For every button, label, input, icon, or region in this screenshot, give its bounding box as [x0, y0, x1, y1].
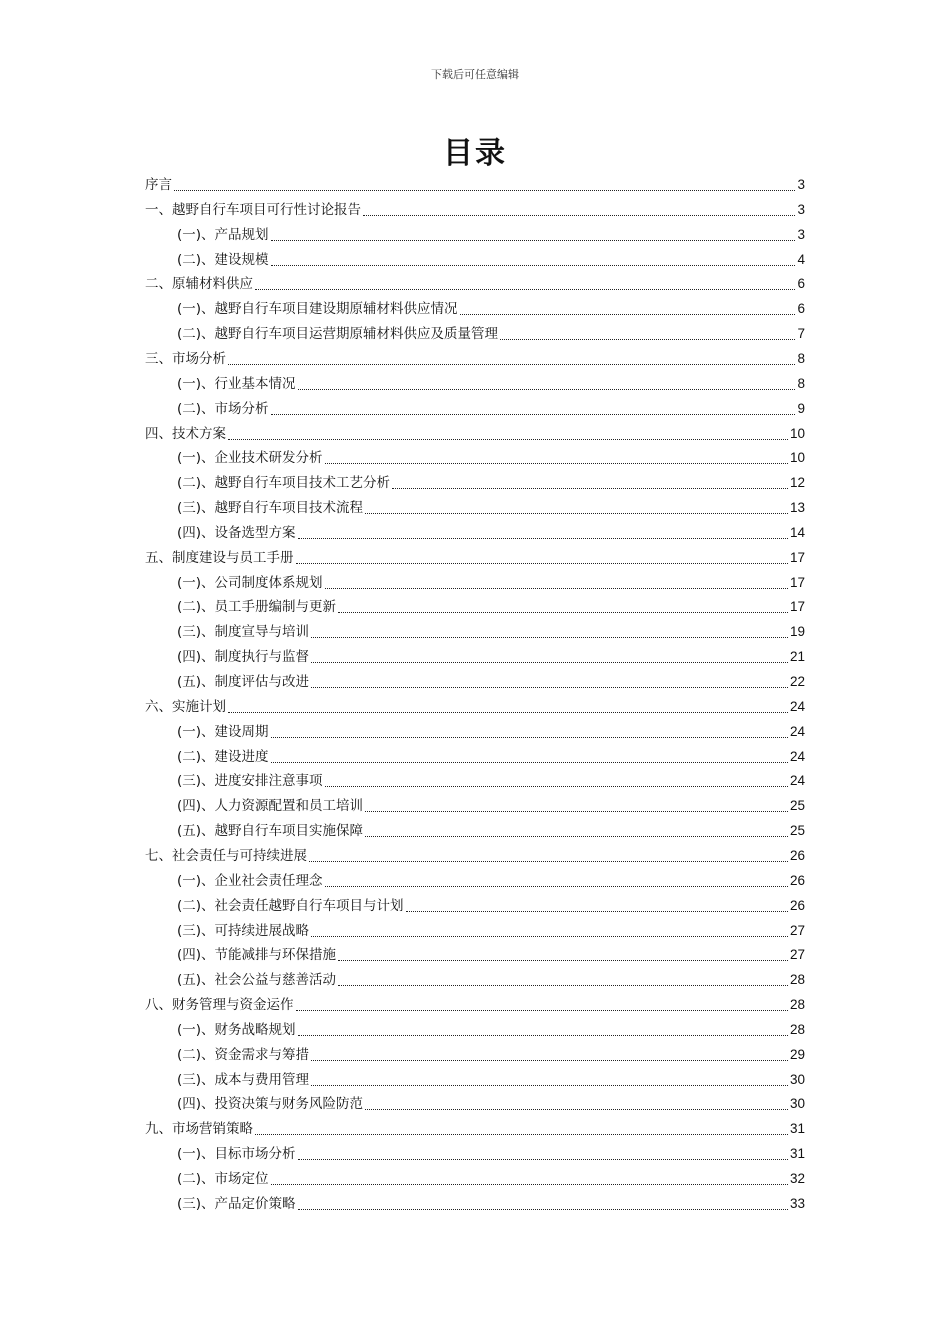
toc-entry[interactable] — [177, 821, 805, 841]
toc-dot-leader — [174, 189, 795, 191]
toc-dot-leader — [365, 835, 788, 837]
toc-entry[interactable] — [177, 573, 805, 593]
toc-entry-page: 33 — [789, 1195, 805, 1211]
toc-entry-label: (二)、市场定位 — [177, 1171, 269, 1187]
toc-entry[interactable] — [177, 1169, 805, 1189]
toc-entry-label: 八、财务管理与资金运作 — [145, 997, 294, 1014]
toc-entry-page: 9 — [797, 400, 805, 416]
toc-entry-label: (三)、进度安排注意事项 — [177, 773, 323, 790]
toc-entry-page: 21 — [789, 649, 805, 665]
toc-dot-leader — [271, 736, 788, 738]
toc-entry-page: 30 — [789, 1096, 805, 1112]
toc-entry-page: 17 — [789, 549, 805, 565]
toc-entry-label: (四)、设备选型方案 — [177, 524, 296, 541]
toc-entry-page: 3 — [797, 177, 805, 192]
toc-dot-leader — [325, 587, 788, 589]
toc-entry-page: 12 — [789, 475, 805, 491]
toc-entry-label: (五)、越野自行车项目实施保障 — [177, 823, 364, 840]
toc-entry-label: (五)、社会公益与慈善活动 — [177, 972, 337, 989]
toc-entry[interactable] — [177, 871, 805, 891]
toc-entry-label: (三)、越野自行车项目技术流程 — [177, 500, 364, 517]
toc-entry-page: 24 — [789, 698, 805, 714]
toc-entry-page: 27 — [789, 947, 805, 963]
toc-dot-leader — [406, 910, 788, 912]
toc-entry-label: (四)、人力资源配置和员工培训 — [177, 798, 364, 815]
toc-entry[interactable] — [177, 747, 805, 767]
toc-entry[interactable] — [177, 771, 805, 791]
toc-entry-page: 28 — [789, 972, 805, 988]
toc-entry[interactable] — [177, 473, 805, 493]
toc-entry-label: (五)、制度评估与改进 — [177, 674, 310, 690]
toc-dot-leader — [311, 935, 788, 937]
toc-entry-label: (一)、越野自行车项目建设期原辅材料供应情况 — [177, 301, 458, 318]
toc-entry-label: (四)、制度执行与监督 — [177, 649, 310, 666]
toc-dot-leader — [228, 363, 795, 365]
toc-entry-page: 29 — [789, 1046, 805, 1062]
toc-entry[interactable] — [177, 921, 805, 941]
toc-entry-page: 10 — [789, 450, 805, 466]
toc-dot-leader — [365, 512, 788, 514]
toc-entry-page: 8 — [797, 375, 805, 391]
toc-entry[interactable] — [145, 697, 805, 717]
toc-entry[interactable] — [177, 1045, 805, 1065]
toc-dot-leader — [298, 1158, 788, 1160]
toc-entry-label: 四、技术方案 — [145, 425, 226, 442]
toc-entry[interactable] — [177, 622, 805, 642]
toc-dot-leader — [311, 1059, 788, 1061]
toc-entry-page: 4 — [797, 251, 805, 267]
toc-entry-page: 31 — [789, 1121, 805, 1137]
toc-entry-label: (二)、越野自行车项目运营期原辅材料供应及质量管理 — [177, 326, 499, 343]
toc-dot-leader — [271, 239, 796, 241]
toc-entry-label: (一)、公司制度体系规划 — [177, 574, 323, 591]
toc-entry[interactable] — [145, 274, 805, 294]
toc-entry-page: 10 — [789, 425, 805, 441]
toc-entry[interactable] — [145, 1119, 805, 1139]
toc-entry[interactable] — [177, 250, 805, 270]
toc-entry-page: 22 — [789, 674, 805, 689]
toc-dot-leader — [298, 1034, 788, 1036]
toc-entry-page: 32 — [789, 1171, 805, 1186]
toc-entry[interactable] — [145, 424, 805, 444]
toc-dot-leader — [338, 611, 788, 613]
toc-entry[interactable] — [145, 200, 805, 220]
toc-entry-label: (一)、行业基本情况 — [177, 375, 296, 392]
toc-entry-page: 17 — [789, 599, 805, 615]
toc-entry-page: 25 — [789, 798, 805, 814]
toc-entry-label: (二)、建设进度 — [177, 748, 269, 765]
toc-entry[interactable] — [145, 349, 805, 369]
toc-entry-label: 二、原辅材料供应 — [145, 276, 253, 293]
toc-entry[interactable] — [177, 523, 805, 543]
toc-entry-label: (一)、产品规划 — [177, 226, 269, 243]
toc-dot-leader — [228, 711, 788, 713]
toc-entry[interactable] — [177, 597, 805, 617]
toc-entry-page: 25 — [789, 823, 805, 839]
toc-entry[interactable] — [177, 970, 805, 990]
toc-entry-label: 七、社会责任与可持续进展 — [145, 847, 307, 864]
toc-entry[interactable] — [177, 374, 805, 394]
toc-entry[interactable] — [177, 1020, 805, 1040]
toc-dot-leader — [298, 537, 788, 539]
toc-entry-page: 8 — [797, 350, 805, 366]
toc-entry-page: 3 — [797, 201, 805, 217]
toc-entry-label: (三)、制度宣导与培训 — [177, 624, 310, 641]
toc-entry-page: 26 — [789, 897, 805, 913]
toc-entry-page: 30 — [789, 1071, 805, 1087]
toc-entry[interactable] — [177, 1070, 805, 1090]
toc-entry[interactable] — [177, 448, 805, 468]
toc-entry[interactable] — [177, 1194, 805, 1214]
toc-entry[interactable] — [177, 399, 805, 419]
toc-entry-page: 26 — [789, 872, 805, 888]
toc-entry-label: (四)、投资决策与财务风险防范 — [177, 1096, 364, 1113]
toc-entry-page: 3 — [797, 226, 805, 242]
toc-entry-label: 六、实施计划 — [145, 698, 226, 715]
toc-dot-leader — [271, 264, 796, 266]
toc-dot-leader — [500, 338, 795, 340]
toc-entry-label: (一)、建设周期 — [177, 723, 269, 740]
toc-entry-label: (二)、越野自行车项目技术工艺分析 — [177, 475, 391, 492]
toc-entry-label: (一)、企业社会责任理念 — [177, 872, 323, 889]
toc-entry-page: 24 — [789, 773, 805, 789]
toc-entry[interactable] — [177, 796, 805, 816]
toc-dot-leader — [255, 288, 795, 290]
toc-entry-page: 27 — [789, 922, 805, 938]
toc-entry-page: 28 — [789, 1021, 805, 1037]
toc-entry-page: 26 — [789, 847, 805, 863]
toc-entry-page: 31 — [789, 1146, 805, 1162]
toc-entry[interactable] — [177, 1094, 805, 1114]
toc-entry[interactable] — [177, 672, 805, 692]
toc-dot-leader — [311, 1084, 788, 1086]
toc-entry[interactable] — [177, 647, 805, 667]
toc-entry-label: (一)、财务战略规划 — [177, 1021, 296, 1038]
toc-entry[interactable] — [177, 1144, 805, 1164]
toc-entry[interactable] — [177, 324, 805, 344]
toc-entry-label: (二)、员工手册编制与更新 — [177, 599, 337, 616]
toc-entry-page: 6 — [797, 301, 805, 317]
toc-entry-label: 一、越野自行车项目可行性讨论报告 — [145, 201, 361, 218]
toc-dot-leader — [271, 413, 796, 415]
toc-entry-page: 13 — [789, 500, 805, 516]
toc-dot-leader — [311, 661, 788, 663]
toc-dot-leader — [296, 562, 788, 564]
toc-dot-leader — [338, 959, 788, 961]
toc-entry-label: (二)、建设规模 — [177, 251, 269, 268]
toc-dot-leader — [338, 984, 788, 986]
toc-entry[interactable] — [145, 175, 805, 195]
toc-entry[interactable] — [145, 995, 805, 1015]
toc-dot-leader — [325, 462, 788, 464]
toc-entry-label: (二)、资金需求与筹措 — [177, 1046, 310, 1063]
toc-entry[interactable] — [145, 846, 805, 866]
toc-dot-leader — [296, 1009, 788, 1011]
toc-dot-leader — [325, 885, 788, 887]
toc-entry-page: 17 — [789, 574, 805, 590]
toc-entry[interactable] — [177, 945, 805, 965]
toc-entry[interactable] — [177, 498, 805, 518]
toc-entry-page: 24 — [789, 723, 805, 739]
toc-dot-leader — [311, 636, 788, 638]
toc-dot-leader — [298, 1208, 788, 1210]
toc-entry-label: 三、市场分析 — [145, 350, 226, 367]
toc-entry-page: 24 — [789, 748, 805, 764]
toc-entry-label: (二)、社会责任越野自行车项目与计划 — [177, 897, 404, 914]
toc-entry[interactable] — [177, 225, 805, 245]
toc-entry-label: (三)、产品定价策略 — [177, 1195, 296, 1212]
toc-entry-label: 序言 — [145, 177, 172, 193]
toc-entry-page: 14 — [789, 524, 805, 540]
toc-dot-leader — [271, 761, 788, 763]
toc-dot-leader — [298, 388, 796, 390]
toc-title: 目录 — [443, 136, 507, 171]
toc-dot-leader — [271, 1183, 788, 1185]
toc-dot-leader — [460, 313, 796, 315]
toc-entry-label: 五、制度建设与员工手册 — [145, 549, 294, 566]
toc-dot-leader — [325, 785, 788, 787]
toc-entry-page: 6 — [797, 276, 805, 292]
toc-entry-page: 19 — [789, 624, 805, 640]
toc-entry-page: 28 — [789, 997, 805, 1013]
toc-entry[interactable] — [177, 722, 805, 742]
toc-dot-leader — [392, 487, 788, 489]
toc-dot-leader — [311, 686, 788, 688]
toc-entry-page: 7 — [797, 326, 805, 342]
toc-entry[interactable] — [177, 896, 805, 916]
toc-dot-leader — [365, 1108, 788, 1110]
toc-entry[interactable] — [145, 548, 805, 568]
toc-entry[interactable] — [177, 299, 805, 319]
toc-dot-leader — [365, 810, 788, 812]
toc-entry-label: (三)、成本与费用管理 — [177, 1071, 310, 1088]
toc-entry-label: 九、市场营销策略 — [145, 1121, 253, 1138]
toc-dot-leader — [255, 1133, 788, 1135]
toc-dot-leader — [228, 438, 788, 440]
toc-entry-label: (二)、市场分析 — [177, 400, 269, 417]
toc-dot-leader — [363, 214, 795, 216]
toc-entry-label: (四)、节能减排与环保措施 — [177, 947, 337, 964]
toc-entry-label: (一)、企业技术研发分析 — [177, 450, 323, 467]
toc-dot-leader — [309, 860, 788, 862]
header-note: 下载后可任意编辑 — [431, 68, 519, 81]
toc-entry-label: (三)、可持续进展战略 — [177, 922, 310, 939]
toc-entry-label: (一)、目标市场分析 — [177, 1146, 296, 1163]
